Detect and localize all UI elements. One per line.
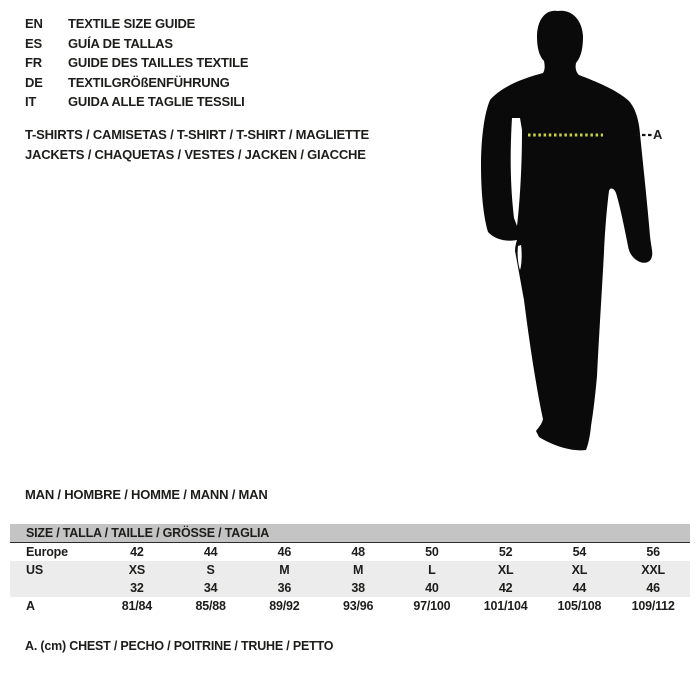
size-cell: 56	[646, 545, 660, 559]
size-cell: 105/108	[557, 599, 602, 613]
row-label	[10, 579, 100, 597]
size-cell: 54	[572, 545, 587, 559]
size-cell: 109/112	[631, 599, 675, 613]
size-cell: 89/92	[269, 599, 300, 613]
size-cell: 46	[646, 581, 660, 595]
category-jackets: JACKETS / CHAQUETAS / VESTES / JACKEN / GIACCHE	[25, 146, 366, 162]
size-cell: 48	[351, 545, 365, 559]
size-cell: 42	[130, 545, 144, 559]
category-tshirts: T-SHIRTS / CAMISETAS / T-SHIRT / T-SHIRT / MAGLIETTE	[25, 127, 369, 142]
size-cell: L	[428, 563, 436, 577]
man-silhouette-figure	[440, 0, 700, 460]
language-code: IT	[25, 94, 37, 109]
language-list	[25, 14, 248, 112]
language-row-en	[25, 14, 248, 34]
size-cell: 38	[351, 581, 365, 595]
language-title: TEXTILGRÖßENFÜHRUNG	[68, 74, 230, 90]
size-cell: 34	[203, 581, 218, 595]
size-cell: 36	[277, 581, 292, 595]
language-title: GUIDE DES TAILLES TEXTILE	[68, 55, 249, 70]
language-code: ES	[25, 35, 42, 51]
size-cell: 46	[277, 545, 292, 559]
table-row-chest-a	[10, 597, 690, 615]
size-table	[10, 524, 690, 615]
language-code: FR	[25, 55, 42, 70]
language-row-es	[25, 34, 248, 54]
size-cell: XL	[571, 563, 588, 577]
language-code: DE	[25, 74, 43, 90]
size-cell: 44	[572, 581, 587, 595]
size-cell: 93/96	[342, 599, 374, 613]
size-cell: 42	[498, 581, 513, 595]
size-cell: 85/88	[195, 599, 226, 613]
language-title: TEXTILE SIZE GUIDE	[68, 16, 196, 31]
size-cell: XXL	[641, 563, 665, 577]
size-table-header: SIZE / TALLA / TAILLE / GRÖSSE / TAGLIA	[10, 524, 690, 543]
size-cell: XS	[128, 563, 146, 577]
man-silhouette-body	[481, 11, 652, 451]
size-cell: XL	[497, 563, 514, 577]
size-cell: 81/84	[121, 599, 153, 613]
size-cell: 97/100	[413, 599, 451, 613]
row-label: US	[26, 563, 43, 577]
chest-measure-label: A	[653, 127, 663, 142]
size-cell: M	[353, 563, 364, 577]
size-cell: 32	[130, 581, 144, 595]
language-title: GUÍA DE TALLAS	[68, 35, 173, 51]
size-cell: S	[206, 563, 215, 577]
language-row-it	[25, 92, 248, 112]
language-title: GUIDA ALLE TAGLIE TESSILI	[68, 94, 245, 109]
row-label: Europe	[26, 545, 68, 559]
language-row-de	[25, 73, 248, 93]
size-cell: M	[279, 563, 290, 577]
size-cell: 101/104	[483, 599, 528, 613]
table-row-numeric	[10, 579, 690, 597]
table-row-us	[10, 561, 690, 579]
garment-categories	[25, 125, 369, 164]
language-row-fr	[25, 53, 248, 73]
measurement-footnote: A. (cm) CHEST / PECHO / POITRINE / TRUHE / PETTO	[25, 639, 334, 653]
table-row-europe	[10, 543, 690, 561]
row-label: A	[26, 599, 35, 613]
size-cell: 40	[425, 581, 439, 595]
language-code: EN	[25, 16, 43, 31]
size-cell: 52	[498, 545, 513, 559]
section-title-man: MAN / HOMBRE / HOMME / MANN / MAN	[25, 487, 268, 502]
size-cell: 50	[425, 545, 439, 559]
size-cell: 44	[203, 545, 218, 559]
